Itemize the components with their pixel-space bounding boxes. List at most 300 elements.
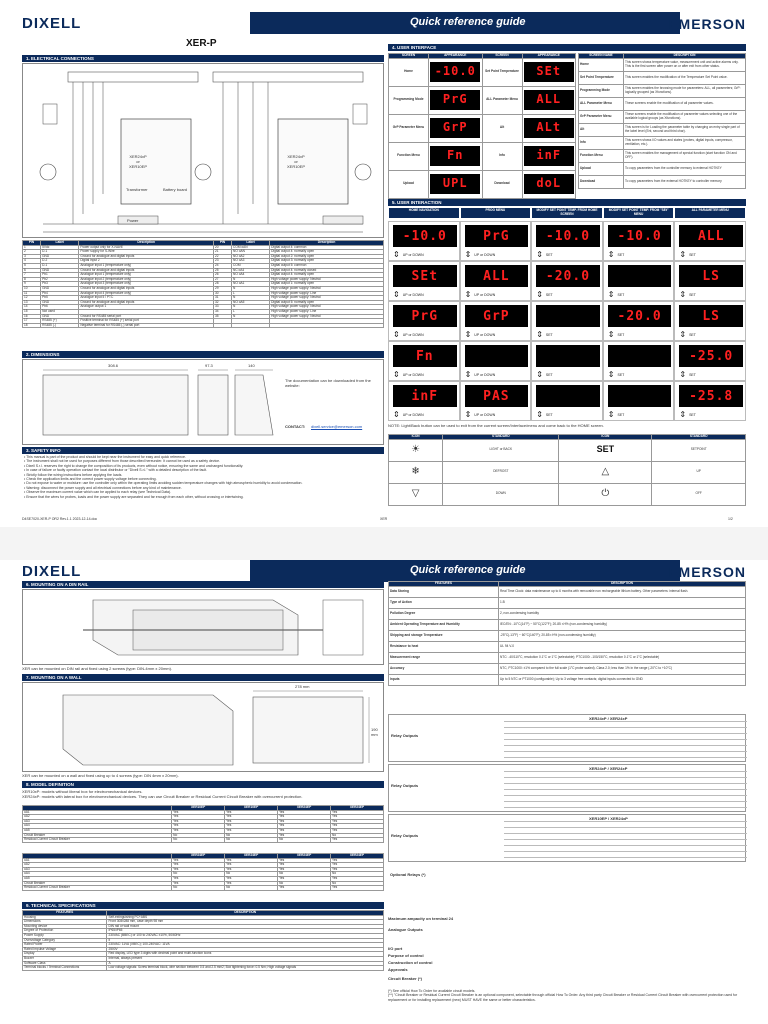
pin-cell: High voltage power supply: Neutral: [270, 296, 384, 301]
safety-item: • Do not expose to water or moisture: use the controller only within the operating limits avoiding sudden temperature changes with high atmospheric humidity to avoid condensation.: [24, 481, 303, 486]
nav-hint: [608, 249, 672, 260]
section-user-interface: 4. USER INTERFACE: [388, 44, 746, 51]
tech-cell: Display: [23, 952, 107, 957]
nav-label: UP or DOWN: [474, 292, 496, 297]
interaction-note: NOTE: Light/Back button can be used to exit from the current screen/Interface/menu and come back to the HOME screen.: [388, 423, 604, 428]
screen-description: This screen is for Loading the parameter table by changing an entry single part of the label level (Ent, second and third char).: [624, 123, 746, 136]
pin-cell: Analogue input 3 (temperature only): [79, 282, 214, 287]
lcd-display: -20.0: [536, 265, 600, 287]
tech-cell: Dimensions: [23, 920, 107, 925]
up-down-icon: ⇕: [464, 410, 472, 419]
pin-cell: Analogue input 1 (temperature only): [79, 273, 214, 278]
pin-cell: NO oA4: [232, 273, 270, 278]
approvals-label: Approvals: [388, 967, 408, 972]
interaction-cell: [388, 261, 460, 301]
table-row: [389, 619, 746, 630]
pin-cell: 7: [23, 273, 41, 278]
safety-item: • In case of failure or faulty operation contact the local distributor or "Dixell S.r.l." with a detailed description of the fault.: [24, 468, 208, 473]
model-cell: No: [331, 872, 384, 877]
nav-hint: [465, 329, 529, 340]
model-cell: No: [172, 886, 225, 891]
feature-name: Data Storing: [389, 586, 499, 597]
nav-label: UP or DOWN: [474, 372, 496, 377]
icon-standard-1: DOWN: [443, 483, 559, 505]
icon-header: STANDARD: [652, 435, 746, 440]
nav-hint: [393, 409, 457, 420]
brand-logo: DIXELL: [22, 15, 82, 32]
table-row: [579, 58, 746, 71]
lcd-display: -25.0: [679, 345, 743, 367]
lcd-display: ALL: [679, 225, 743, 247]
up-down-icon: ⇕: [393, 370, 400, 379]
screen-description: These screens enable the modification of all parameter values.: [624, 97, 746, 110]
page-gap: [0, 527, 768, 560]
model-cell: Yes: [331, 838, 384, 843]
screen-appearance: [429, 170, 483, 198]
interaction-cell: [460, 341, 532, 381]
nav-hint: [465, 409, 529, 420]
nav-label: UP or DOWN: [402, 412, 424, 417]
relay-label: Relay Outputs: [391, 733, 419, 738]
lcd-display-blank: [608, 385, 672, 407]
pin-cell: Analogue input 1 (temperature only): [79, 263, 214, 268]
model-cell: Yes: [278, 863, 331, 868]
pin-cell: D-2: [41, 259, 79, 264]
model-cell: Yes: [278, 833, 331, 838]
table-row: [389, 58, 576, 86]
pin-cell: 21: [213, 250, 231, 255]
pin-cell: Pb4: [41, 291, 79, 296]
pin-cell: Pb1: [41, 273, 79, 278]
pin-cell: GND: [41, 314, 79, 319]
model-header: XER24EP: [225, 854, 278, 859]
feature-name: Accuracy: [389, 663, 499, 674]
lcd-display: -10.0: [393, 225, 457, 247]
pin-cell: 5Vdc: [41, 245, 79, 250]
lcd-display: Fn: [430, 146, 480, 166]
ui-header: APPEARANCE: [429, 54, 483, 59]
up-down-icon: ⇕: [393, 330, 400, 339]
features-header: FEATURES: [389, 582, 499, 587]
pin-cell: [270, 323, 384, 328]
contact-label: CONTACT:: [285, 424, 306, 429]
model-cell: Yes: [278, 867, 331, 872]
nav-label: UP or DOWN: [474, 332, 496, 337]
tech-cell: Mounting device: [23, 924, 107, 929]
lcd-display: -25.8: [679, 385, 743, 407]
model-cell: oA2: [23, 815, 172, 820]
tech-cell: Software Class: [23, 961, 107, 966]
relay-group: [388, 764, 746, 812]
page-two: [0, 560, 768, 1024]
icon-standard-2: UP: [652, 461, 746, 483]
pin-header: Label: [232, 241, 270, 246]
up-down-icon: ⇕: [464, 370, 472, 379]
up-down-icon: ⇕: [536, 330, 543, 339]
table-row: [579, 84, 746, 97]
relay-outputs-block: [388, 714, 746, 914]
model-table-1: [22, 805, 384, 843]
screen-description: These screens enable the modification of parameter values selecting one of the available logical groups (as Xfunctions).: [624, 110, 746, 123]
lcd-display: -20.0: [608, 305, 672, 327]
up-down-icon: ⇕: [536, 290, 543, 299]
nav-hint: [536, 369, 600, 380]
interaction-cell: [460, 381, 532, 421]
pin-cell: 12: [23, 296, 41, 301]
feature-name: Measurement range: [389, 652, 499, 663]
table-row: [389, 142, 576, 170]
model-cell: Yes: [331, 828, 384, 833]
table-row: [389, 170, 576, 198]
feature-name: Shipping and storage Temperature: [389, 630, 499, 641]
lcd-display-blank: [536, 385, 600, 407]
table-row: [23, 886, 384, 891]
model-cell: Yes: [225, 863, 278, 868]
tech-table: [22, 910, 384, 971]
interaction-cell: [388, 301, 460, 341]
tech-cell: A: [107, 961, 384, 966]
interaction-cell: [674, 301, 746, 341]
din-note: XER can be mounted on DIN rail and fixed using 2 screws (type: DIN-4mm x 20mm).: [22, 666, 173, 671]
dimensions-drawing: [22, 359, 384, 445]
up-down-icon: ⇕: [536, 410, 543, 419]
model-header: XER24EP: [331, 806, 384, 811]
screen-name: Home: [579, 58, 624, 71]
nav-hint: [536, 249, 600, 260]
model-cell: Yes: [331, 867, 384, 872]
model-cell: Yes: [331, 819, 384, 824]
section-electrical: 1. ELECTRICAL CONNECTIONS: [22, 55, 384, 62]
table-row: [579, 136, 746, 149]
wall-note: XER can be mounted on a wall and fixed using up to 4 screws (type: DIN 4mm x 20mm).: [22, 773, 179, 778]
table-row: [579, 97, 746, 110]
pin-cell: High voltage power supply: Neutral: [270, 314, 384, 319]
pin-cell: 28: [213, 282, 231, 287]
lcd-display: PrG: [465, 225, 529, 247]
model-cell: Yes: [172, 863, 225, 868]
interaction-header: MODIFY SET POINT TEMP. FROM HOME SCREEN: [531, 207, 603, 219]
pin-cell: High voltage power supply: Neutral: [270, 277, 384, 282]
pin-cell: Digital output 3: normally open: [270, 259, 384, 264]
screen-name: Programming Mode: [389, 86, 429, 114]
nav-label: SET: [617, 252, 625, 257]
pin-cell: Digital output 4: common: [270, 245, 384, 250]
table-row: [23, 323, 384, 328]
nav-hint: [679, 369, 743, 380]
table-row: [389, 608, 746, 619]
header-bar: [0, 12, 768, 34]
lcd-display: doL: [524, 174, 574, 194]
feature-value: 1.B: [499, 597, 746, 608]
model-note-2: XER24xP: models with lateral box for electromechanical devices. They can use Circuit Breaker or Residual Current Circuit Breaker with overcurrent protection.: [22, 794, 303, 799]
icon-header: ICON: [389, 435, 443, 440]
screen-name: Upload: [389, 170, 429, 198]
screen-appearance: [522, 58, 576, 86]
pin-cell: 33: [213, 305, 231, 310]
safety-item: • Dixell S.r.l. reserves the right to change the composition of its products, even without notice, ensuring the same and unchanged functionality.: [24, 463, 244, 468]
pin-cell: Digital input 2: [79, 259, 214, 264]
down-icon: ▽: [389, 483, 443, 505]
pin-cell: NO oA2: [232, 254, 270, 259]
pin-cell: 30: [213, 291, 231, 296]
tech-cell: Rated Impulse Voltage: [23, 947, 107, 952]
pin-cell: High voltage power supply: Line: [270, 291, 384, 296]
nav-hint: [465, 249, 529, 260]
model-cell: No: [331, 881, 384, 886]
model-cell: Yes: [331, 810, 384, 815]
pin-cell: 31: [213, 296, 231, 301]
screen-appearance: [429, 86, 483, 114]
lcd-display: -10.0: [536, 225, 600, 247]
tech-cell: Low voltage signals: Screw terminal block, wire section between 0.5 and 2.5 mm2; Box tightening force: 0.5 Nm; High voltage signals: [107, 966, 384, 971]
lcd-display: UPL: [430, 174, 480, 194]
relay-sub: XER24xP / XER24xP: [589, 716, 628, 721]
nav-hint: [608, 289, 672, 300]
table-row: [389, 641, 746, 652]
pin-cell: 29: [213, 286, 231, 291]
screen-description: This screen enables the modification of the Temperature Set Point value.: [624, 71, 746, 84]
wiring-diagram: [22, 63, 384, 238]
interaction-header: MODIFY SET POINT TEMP. FROM "SEt" MENU: [603, 207, 675, 219]
safety-item: • The instrument shall not be used for purposes different from those described hereunder. It cannot be used as a safety device.: [24, 459, 221, 464]
model-header: XER10EP: [172, 806, 225, 811]
pin-cell: GND: [41, 268, 79, 273]
feature-value: Real Time Clock: data maintenance up to 6 months with removable non rechargeable lithium battery. Other parameters: internal flash.: [499, 586, 746, 597]
light-icon: ☀: [389, 439, 443, 461]
pin-cell: 20: [213, 245, 231, 250]
nav-label: SET: [689, 332, 696, 337]
wall-figure: [23, 683, 385, 773]
pin-cell: 18: [23, 323, 41, 328]
page-one: [0, 12, 768, 527]
feature-name: Ambient Operating Temperature and Humidity: [389, 619, 499, 630]
feature-name: Inputs: [389, 674, 499, 685]
pin-cell: 3: [23, 254, 41, 259]
screen-name: ALL Parameter Menu: [579, 97, 624, 110]
pin-table: [22, 240, 384, 328]
pin-cell: [232, 323, 270, 328]
screen-name: Programming Mode: [579, 84, 624, 97]
safety-item: • Warning: disconnect the power supply and all electrical connections before any kind of maintenance.: [24, 485, 182, 490]
screen-name: ALL Parameter Menu: [482, 86, 522, 114]
model-cell: Yes: [172, 815, 225, 820]
screen-name: Info: [482, 142, 522, 170]
pin-cell: RS485 (-): [41, 323, 79, 328]
pin-cell: Digital output 5: normally open: [270, 300, 384, 305]
screen-description: This screen shows temperature value, measurement unit and active alarms only. This is the first screen after power on or after exit from other status.: [624, 58, 746, 71]
nav-label: SET: [545, 292, 553, 297]
model-cell: Yes: [172, 858, 225, 863]
lcd-display: Fn: [393, 345, 457, 367]
icon-header: ICON: [559, 435, 652, 440]
lcd-display-blank: [608, 265, 672, 287]
nav-hint: [608, 409, 672, 420]
lcd-display: SEt: [524, 62, 574, 82]
dimension-lines: [23, 360, 385, 446]
interaction-cell: [531, 221, 603, 261]
model-cell: Yes: [225, 828, 278, 833]
pin-header: PIN: [213, 241, 231, 246]
up-down-icon: ⇕: [464, 250, 472, 259]
tech-cell: Rated Power: [23, 943, 107, 948]
interaction-cell: [531, 381, 603, 421]
up-down-icon: ⇕: [679, 410, 687, 419]
pin-cell: Analogue input 5 / PTC: [79, 296, 214, 301]
relay-group: [388, 814, 746, 862]
screen-name: Function Menu: [579, 149, 624, 162]
screen-description-table: [578, 53, 746, 189]
interaction-cell: [603, 381, 675, 421]
pin-cell: 5: [23, 263, 41, 268]
icon-row: [389, 439, 746, 461]
lcd-display: GrP: [465, 305, 529, 327]
model-header: XER24EP: [172, 854, 225, 859]
pin-cell: Pb5: [41, 296, 79, 301]
interaction-cell: [674, 261, 746, 301]
lcd-display-blank: [465, 345, 529, 367]
pin-cell: Analogue input 4 (temperature only): [79, 291, 214, 296]
screen-name: Function Menu: [389, 142, 429, 170]
model-cell: Yes: [225, 810, 278, 815]
screen-appearance: [429, 114, 483, 142]
pin-cell: 25: [213, 268, 231, 273]
pin-cell: 22: [213, 254, 231, 259]
section-wall: 7. MOUNTING ON A WALL: [22, 674, 384, 681]
pin-cell: 17: [23, 319, 41, 324]
guide-title: Quick reference guide: [250, 560, 680, 582]
pin-header: PIN: [23, 241, 41, 246]
model-cell: No: [172, 872, 225, 877]
screen-description: This screen enables the management of special function (start function ON and OFF).: [624, 149, 746, 162]
model-cell: oA2: [23, 863, 172, 868]
pin-cell: RS485 (+): [41, 319, 79, 324]
interaction-cell: [603, 221, 675, 261]
battery-label: Battery board: [163, 187, 188, 192]
footer-right: 1/2: [728, 517, 733, 521]
pin-cell: NO oAN: [232, 250, 270, 255]
footnote-2: (**) "Circuit Breaker or Residual Current Circuit Breaker is an optional component, selectable through official How To Order. Any third party Circuit Breaker or Residual Current Circuit Breaker with overcurrent protection used for replacement or for installing replacement (new) MUST HAVE the same or better characteristics.: [388, 993, 738, 1002]
pin-cell: COM: [232, 263, 270, 268]
pin-cell: 16: [23, 314, 41, 319]
nav-label: SET: [689, 372, 696, 377]
desc-header: DESCRIPTION: [624, 54, 746, 59]
feature-value: Up to 5 NTC or PT1000 (configurable); Up to 3 voltage free contacts; digital inputs connected to GND: [499, 674, 746, 685]
screen-name: Alt: [482, 114, 522, 142]
ui-header: SCREEN: [389, 54, 429, 59]
screen-appearance: [429, 58, 483, 86]
screen-description: To copy parameters from the external HOTKEY to controller memory: [624, 175, 746, 188]
screen-name: Home: [389, 58, 429, 86]
model-cell: Yes: [225, 824, 278, 829]
screen-name: Upload: [579, 162, 624, 175]
model-cell: No: [278, 872, 331, 877]
pin-cell: Power supply for S-Wire: [79, 250, 214, 255]
safety-item: • This manual is part of the product and should be kept near the instrument for easy and quick reference.: [24, 455, 186, 459]
lcd-display-blank: [608, 345, 672, 367]
nav-hint: [393, 249, 457, 260]
construction-label: Construction of control: [388, 960, 433, 965]
interaction-cell: [674, 221, 746, 261]
model-cell: Yes: [331, 815, 384, 820]
model-cell: Yes: [278, 828, 331, 833]
model-cell: No: [172, 838, 225, 843]
interaction-cell: [388, 381, 460, 421]
pin-cell: N: [232, 296, 270, 301]
feature-value: NTC: -40/110°C, resolution 0.1°C or 1°C (selectable); PTC1000: -100/150°C, resolution 0.1°C or 1°C (selectable): [499, 652, 746, 663]
tech-cell: Buzzer: [23, 956, 107, 961]
feature-value: UL 94 V-0: [499, 641, 746, 652]
up-down-icon: ⇕: [607, 250, 615, 259]
nav-hint: [393, 289, 457, 300]
section-din-rail: 6. MOUNTING ON A DIN RAIL: [22, 581, 384, 588]
model-cell: oA5: [23, 876, 172, 881]
nav-hint: [679, 249, 743, 260]
feature-value: 2, non-condensing humidity: [499, 608, 746, 619]
model-cell: Yes: [278, 886, 331, 891]
interaction-cell: [674, 341, 746, 381]
nav-label: UP or DOWN: [402, 252, 424, 257]
pin-cell: D-1: [41, 263, 79, 268]
model-cell: Yes: [278, 876, 331, 881]
section-user-interaction: 5. USER INTERACTION: [388, 199, 746, 206]
tech-cell: Degree of Protection: [23, 929, 107, 934]
analogue-outputs-label: Analogue Outputs: [388, 927, 423, 932]
up-down-icon: ⇕: [679, 290, 687, 299]
pin-cell: Ground for analogue and digital inputs: [79, 268, 214, 273]
tech-cell: 230VAC: 11VA (XBEC); 100-240VAC: 11VA: [107, 943, 384, 948]
tech-cell: IP65/IP65: [107, 929, 384, 934]
pin-cell: Digital output 2: normally open: [270, 254, 384, 259]
tech-cell: 2500V: [107, 947, 384, 952]
section-tech: 9. TECHNICAL SPECIFICATIONS: [22, 902, 384, 909]
interaction-header: ALL PARAMETER MENU: [674, 207, 746, 219]
pin-cell: N: [232, 286, 270, 291]
pin-cell: 6: [23, 268, 41, 273]
dim-height: 140: [248, 363, 255, 368]
pin-cell: Analogue output 1: [79, 305, 214, 310]
icon-header: STANDARD: [443, 435, 559, 440]
screen-name: Info: [579, 136, 624, 149]
table-row: [23, 966, 384, 971]
pin-cell: 1: [23, 245, 41, 250]
wall-width: 278 mm: [295, 684, 310, 689]
model-cell: Yes: [172, 881, 225, 886]
screen-name: GrP Parameter Menu: [389, 114, 429, 142]
model-cell: No: [278, 838, 331, 843]
safety-item: • Observe the maximum current value which can be applied to each relay (see Technical Data).: [24, 490, 172, 495]
lcd-display: PrG: [430, 90, 480, 110]
lcd-display-blank: [536, 345, 600, 367]
pin-cell: 2: [23, 250, 41, 255]
contact-email[interactable]: dixell.service@emerson.com: [311, 424, 363, 429]
model-cell: Yes: [225, 881, 278, 886]
table-row: [579, 162, 746, 175]
icon-row: [389, 461, 746, 483]
pin-header: Description: [270, 241, 384, 246]
model-cell: oA1: [23, 810, 172, 815]
nav-hint: [679, 329, 743, 340]
table-row: [23, 838, 384, 843]
safety-item: • Strictly follow the wiring instructions before applying the loads.: [24, 472, 123, 477]
interaction-grid: [388, 207, 746, 421]
pin-cell: 23: [213, 259, 231, 264]
screen-description: To copy parameters from the controller memory to external HOTKEY: [624, 162, 746, 175]
nav-label: SET: [689, 412, 696, 417]
model-cell: Yes: [331, 876, 384, 881]
nav-hint: [536, 409, 600, 420]
other-specs: [388, 916, 746, 1002]
lcd-display: -10.0: [608, 225, 672, 247]
